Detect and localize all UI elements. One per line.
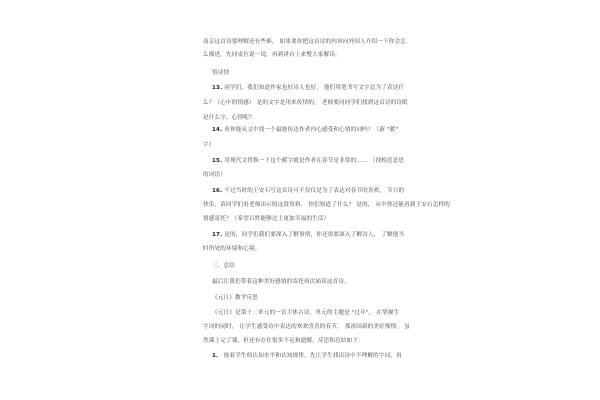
text-line: 《元日》是第十二单元的一首主体古诗，单元的主题是 "过年"， 在掌握生 (212, 310, 400, 316)
numbered-item: 1、 按着学生的认知水平和认知规律，先让学生找出诗中不理解的字词，再 (212, 353, 402, 359)
section-heading: 《元日》教学反思 (212, 295, 258, 301)
text-line: 么描述。先同桌位说一说，再到讲台上来整大家解读。 (203, 52, 341, 58)
numbered-item: 13. 同学们，我们知道作家也好诗人也好， 他们用笔书写文字总为了表达什 (212, 85, 405, 91)
item-number: 14. (212, 127, 223, 133)
item-number: 15. (212, 158, 223, 164)
text-line: 字词的同时， 让学生感受诗中表达的欢欢喜喜的春节， 那祖国新的美好憧憬。 虽 (203, 324, 410, 330)
text-line: 快乐，请同学们看老师出示的这段资料， 你们知道了什么？ 是的， 从中你还能看到王安石怎样的 (203, 202, 451, 208)
item-number: 1、 (212, 353, 222, 359)
section-heading: 三、总结 (212, 263, 235, 269)
item-number: 16. (212, 188, 223, 194)
text-line: 最后让我们带着这种美好感情的寄托再次诵读这首诗。 (212, 279, 350, 285)
text-line: 么？（心中的情感） 是的文字是用来传情的， 老师要同同学们找到这首诗的诗眼 (203, 100, 408, 106)
text-line: 时所处的环境和心境。 (203, 246, 261, 252)
section-heading: 悟诗情 (212, 70, 230, 76)
item-number: 13. (212, 85, 223, 91)
item-number: 17. (212, 232, 223, 238)
numbered-item: 17. 是的，同学们我们要深入了解事情，你还需要深入了解诗人， 了解他当 (212, 232, 405, 238)
text-line: 字） (203, 142, 215, 148)
text-line: 南京这首诗要理解还有些难， 如果要你把这首诗的内容向外国人介绍一下你会怎 (203, 39, 406, 45)
text-line: 是什么字，心情呢？ (203, 115, 255, 121)
text-line: 的词语） (203, 172, 226, 178)
text-line: 然课上完了课，但还有存在很多不足和遗憾，反思和总结如下： (203, 338, 364, 344)
numbered-item: 14. 看你能从文中找一个最能传达作者内心感受和心情的词吗？（新 "暖" (212, 127, 399, 133)
numbered-item: 15. 用现代文替换一下这个暖字就是作者在春节是非常的…… （找相近意思 (212, 158, 405, 164)
numbered-item: 16. 不过当时的王安石写这首诗可不仅仅是为了表达对春节的喜欢， 节日的 (212, 188, 405, 194)
text-line: 情感寄托？（希望百姓能够过上更加幸福的生活） (203, 216, 330, 222)
